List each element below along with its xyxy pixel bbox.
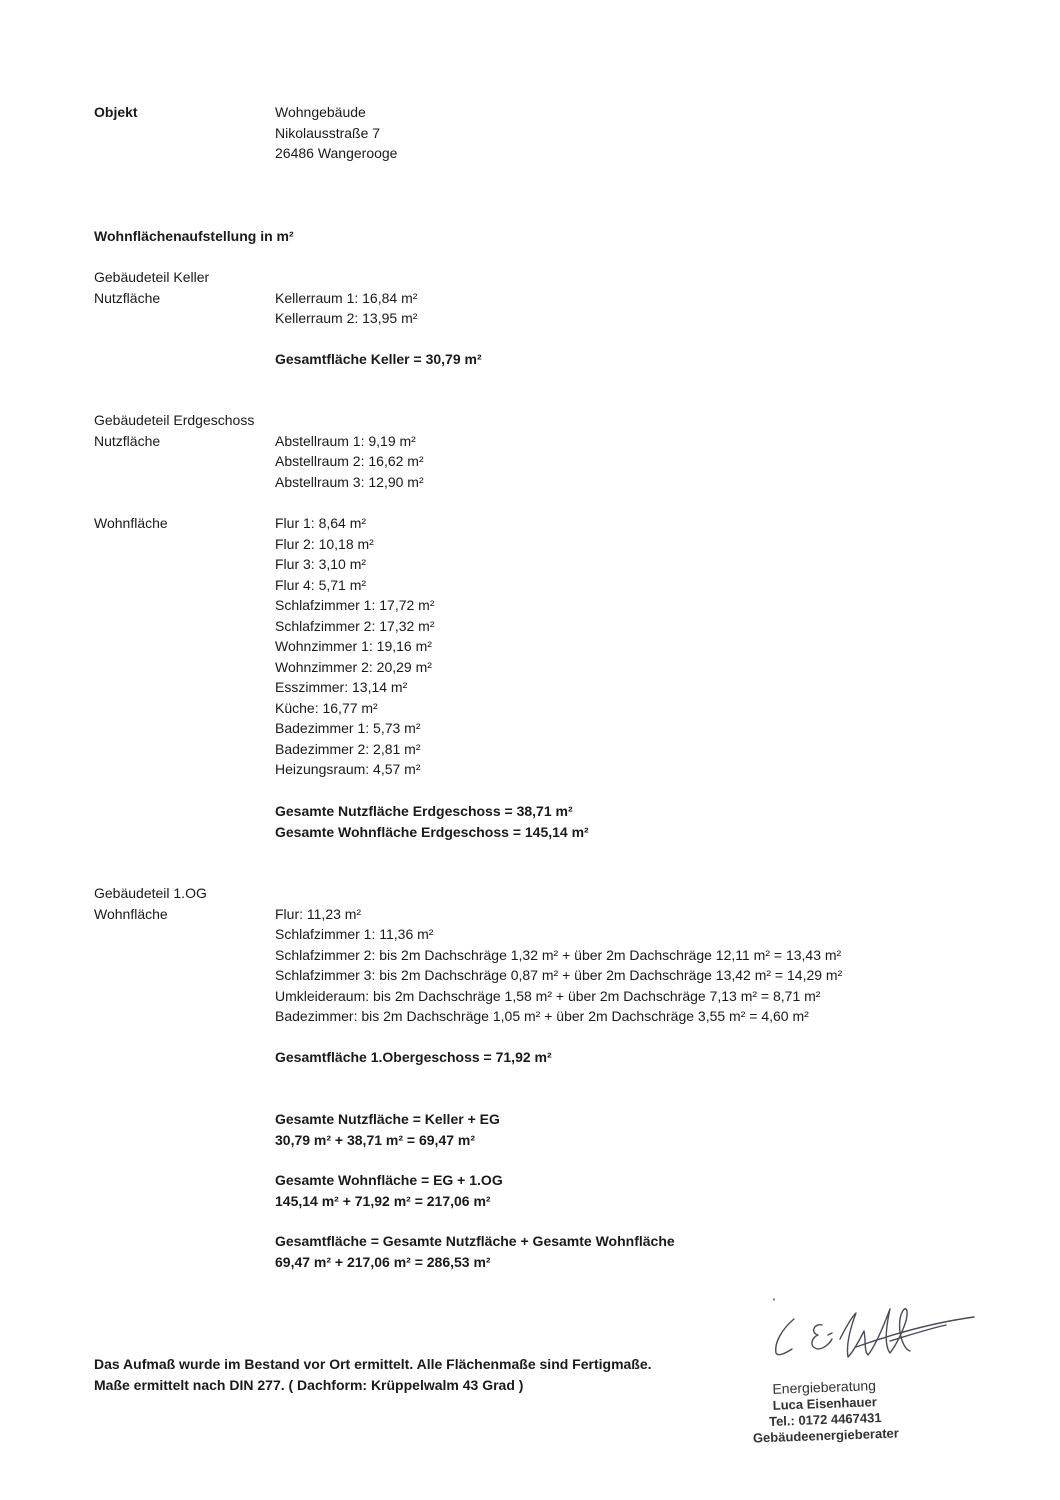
list-item: Badezimmer: bis 2m Dachschräge 1,05 m² + über 2m Dachschräge 3,55 m² = 4,60 m² (275, 1008, 809, 1024)
og-total: Gesamtfläche 1.Obergeschoss = 71,92 m² (275, 1049, 552, 1065)
stamp-line: Tel.: 0172 4467431 (768, 1410, 882, 1429)
eg-wohn-list (275, 513, 435, 780)
og-section (94, 883, 207, 924)
list-item: Wohnzimmer 1: 19,16 m² (275, 638, 432, 654)
eg-nutz-list (275, 431, 424, 493)
og-wohn-list (275, 904, 842, 1027)
stamp-line: Luca Eisenhauer (772, 1394, 877, 1413)
eg-wohn-label: Wohnfläche (94, 515, 168, 531)
list-item: Flur 2: 10,18 m² (275, 535, 374, 552)
eg-total-wohn: Gesamte Wohnfläche Erdgeschoss = 145,14 m² (275, 823, 589, 840)
list-item: Abstellraum 2: 16,62 m² (275, 453, 424, 469)
objekt-line: Nikolausstraße 7 (275, 124, 381, 141)
keller-section (94, 267, 209, 308)
list-item: Küche: 16,77 m² (275, 699, 378, 716)
list-item: Flur: 11,23 m² (275, 905, 362, 922)
summary-wohn-calc: 145,14 m² + 71,92 m² = 217,06 m² (275, 1192, 491, 1209)
list-item: Schlafzimmer 1: 11,36 m² (275, 926, 434, 942)
list-item: Badezimmer 1: 5,73 m² (275, 720, 421, 736)
objekt-label: Objekt (94, 104, 138, 120)
eg-section (94, 410, 254, 451)
list-item: Wohnzimmer 2: 20,29 m² (275, 658, 432, 675)
list-item: Schlafzimmer 2: bis 2m Dachschräge 1,32 m² + über 2m Dachschräge 12,11 m² = 13,43 m² (275, 946, 842, 963)
list-item: Abstellraum 1: 9,19 m² (275, 432, 416, 449)
keller-nutz-list (275, 288, 417, 329)
list-item: Badezimmer 2: 2,81 m² (275, 740, 421, 757)
summary-wohn (275, 1170, 503, 1211)
list-item: Kellerraum 2: 13,95 m² (275, 310, 418, 326)
keller-total: Gesamtfläche Keller = 30,79 m² (275, 351, 482, 367)
list-item: Schlafzimmer 2: 17,32 m² (275, 617, 435, 634)
objekt-address (275, 102, 397, 164)
summary-nutz-calc: 30,79 m² + 38,71 m² = 69,47 m² (275, 1131, 476, 1148)
list-item: Schlafzimmer 1: 17,72 m² (275, 597, 435, 613)
list-item: Flur 3: 3,10 m² (275, 556, 367, 572)
list-item: Flur 4: 5,71 m² (275, 576, 367, 593)
stamp-line: Gebäudeenergieberater (752, 1425, 900, 1446)
footer-note (94, 1354, 652, 1396)
og-heading: Gebäudeteil 1.OG (94, 885, 207, 901)
summary-gesamt (275, 1231, 675, 1272)
summary-gesamt-calc: 69,47 m² + 217,06 m² = 286,53 m² (275, 1253, 491, 1270)
stamp-line: Energieberatung (772, 1377, 877, 1397)
eg-totals (275, 801, 589, 842)
handwritten-signature (760, 1295, 990, 1385)
footer-line: Maße ermittelt nach DIN 277. ( Dachform: Krüppelwalm 43 Grad ) (94, 1377, 524, 1393)
list-item: Flur 1: 8,64 m² (275, 515, 367, 531)
keller-heading: Gebäudeteil Keller (94, 269, 210, 285)
list-item: Umkleideraum: bis 2m Dachschräge 1,58 m² + über 2m Dachschräge 7,13 m² = 8,71 m² (275, 987, 821, 1004)
list-item: Heizungsraum: 4,57 m² (275, 761, 421, 777)
list-item: Esszimmer: 13,14 m² (275, 679, 408, 695)
document-title: Wohnflächenaufstellung in m² (94, 228, 294, 244)
summary-wohn-title: Gesamte Wohnfläche = EG + 1.OG (275, 1172, 503, 1188)
summary-nutz-title: Gesamte Nutzfläche = Keller + EG (275, 1111, 500, 1127)
keller-nutz-label: Nutzfläche (94, 289, 161, 306)
list-item: Abstellraum 3: 12,90 m² (275, 473, 424, 490)
summary-gesamt-title: Gesamtfläche = Gesamte Nutzfläche + Gesamte Wohnfläche (275, 1233, 675, 1249)
objekt-line: Wohngebäude (275, 104, 366, 120)
summary-nutz (275, 1109, 500, 1150)
footer-line: Das Aufmaß wurde im Bestand vor Ort ermittelt. Alle Flächenmaße sind Fertigmaße. (94, 1356, 652, 1372)
list-item: Schlafzimmer 3: bis 2m Dachschräge 0,87 m² + über 2m Dachschräge 13,42 m² = 14,29 m² (275, 967, 843, 983)
list-item: Kellerraum 1: 16,84 m² (275, 289, 418, 306)
eg-heading: Gebäudeteil Erdgeschoss (94, 412, 255, 428)
eg-nutz-label: Nutzfläche (94, 432, 161, 449)
company-stamp (744, 1375, 906, 1447)
eg-total-nutz: Gesamte Nutzfläche Erdgeschoss = 38,71 m² (275, 803, 573, 819)
objekt-line: 26486 Wangerooge (275, 145, 398, 161)
og-wohn-label: Wohnfläche (94, 905, 168, 922)
